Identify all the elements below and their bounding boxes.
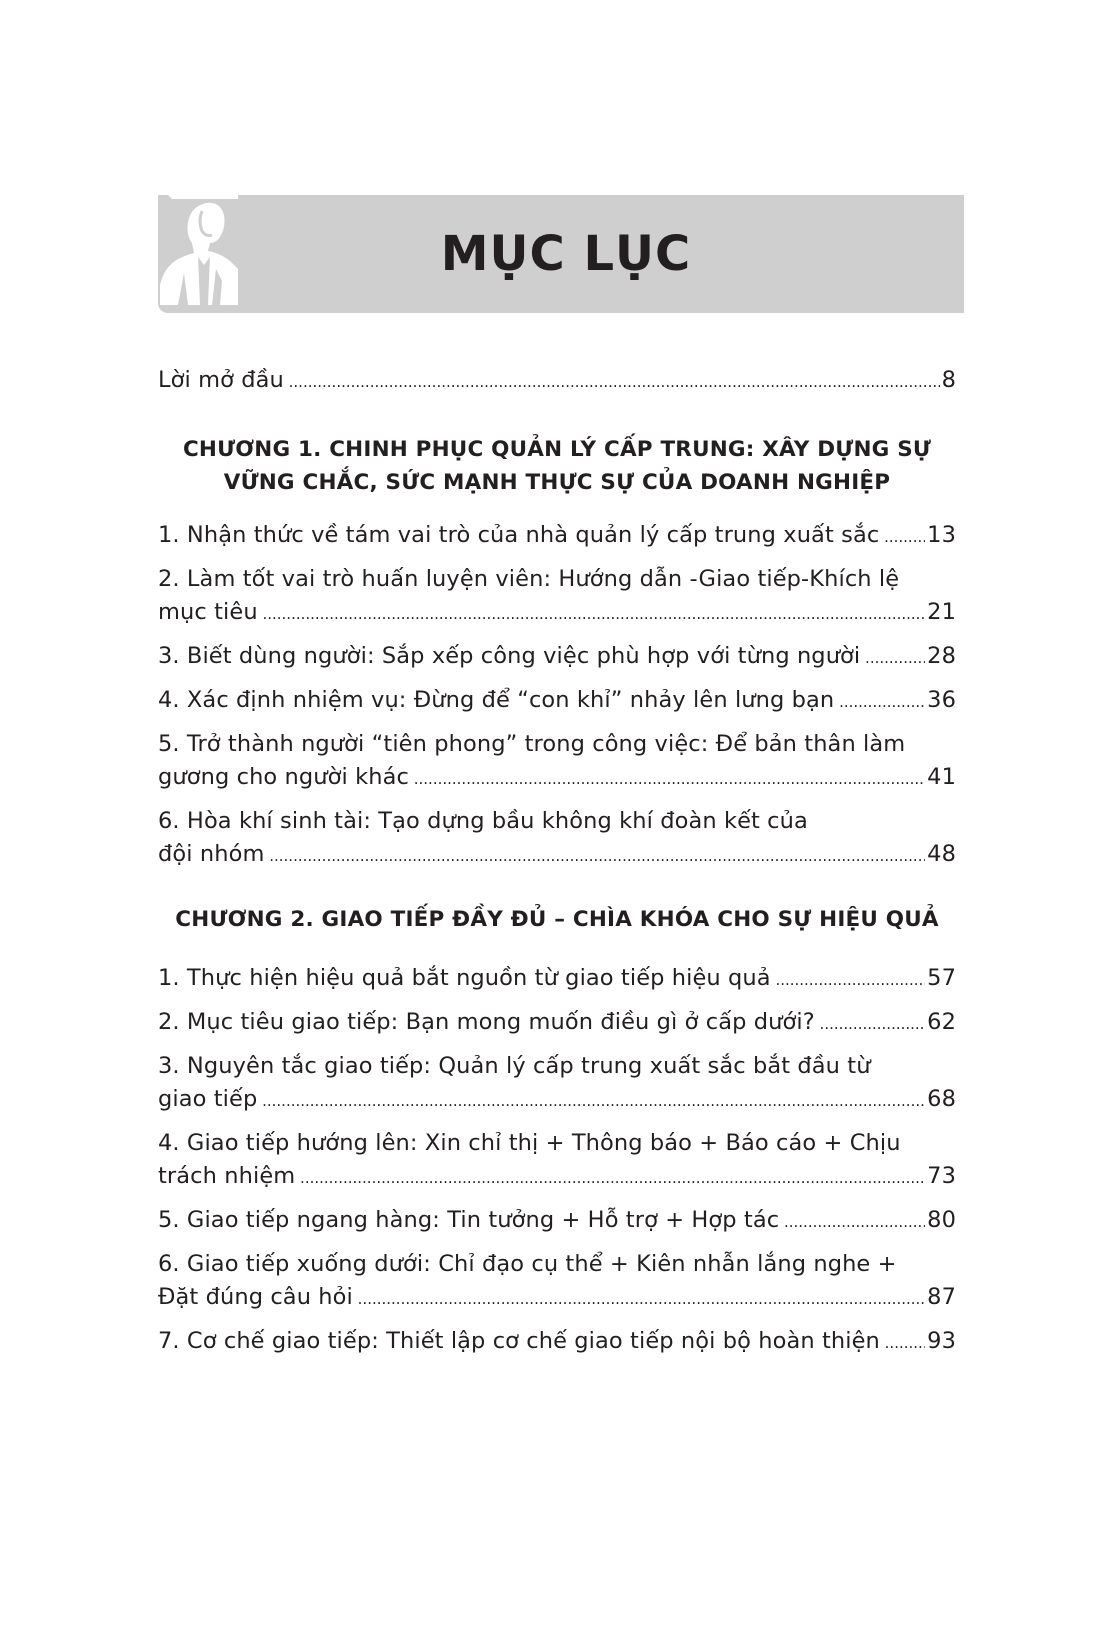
toc-entry-title-line-2: Đặt đúng câu hỏi (158, 1284, 353, 1310)
chapter-2-heading (158, 903, 956, 936)
toc-entry-page: 36 (927, 687, 956, 713)
toc-entry-title: 2. Mục tiêu giao tiếp: Bạn mong muốn điều gì ở cấp dưới? (158, 1009, 815, 1035)
toc-entry-title-line-1: 6. Giao tiếp xuống dưới: Chỉ đạo cụ thể + Kiên nhẫn lắng nghe + (158, 1251, 897, 1277)
toc-entry-ch1-5[interactable] (158, 728, 956, 796)
toc-entry-title-line-2: đội nhóm (158, 841, 265, 867)
toc-entry-page: 13 (927, 522, 956, 548)
toc-entry-ch1-2[interactable] (158, 563, 956, 631)
toc-entry-title-line-1: 6. Hòa khí sinh tài: Tạo dựng bầu không khí đoàn kết của (158, 808, 808, 834)
toc-entry-title-line-1: 2. Làm tốt vai trò huấn luyện viên: Hướng dẫn -Giao tiếp-Khích lệ (158, 566, 900, 592)
toc-entry-page: 62 (927, 1009, 956, 1035)
toc-entry-ch2-7[interactable] (158, 1325, 956, 1360)
toc-entry-ch2-2[interactable] (158, 1006, 956, 1041)
chapter-1-heading (158, 433, 956, 499)
toc-entry-ch2-6[interactable] (158, 1248, 956, 1316)
toc-entry-title-line-1: 5. Trở thành người “tiên phong” trong công việc: Để bản thân làm (158, 731, 906, 757)
toc-entry-ch2-3[interactable] (158, 1050, 956, 1118)
toc-entry-title-line-2: gương cho người khác (158, 764, 409, 790)
chapter-1-title-line-1: CHƯƠNG 1. CHINH PHỤC QUẢN LÝ CẤP TRUNG: XÂY DỰNG SỰ (182, 437, 932, 462)
toc-entry-ch2-5[interactable] (158, 1204, 956, 1239)
toc-entry-title: 7. Cơ chế giao tiếp: Thiết lập cơ chế giao tiếp nội bộ hoàn thiện (158, 1328, 880, 1354)
toc-entry-title-line-2: trách nhiệm (158, 1163, 296, 1189)
toc-entry-title-line-1: 3. Nguyên tắc giao tiếp: Quản lý cấp trung xuất sắc bắt đầu từ (158, 1053, 871, 1079)
toc-entry-title-line-1: 4. Giao tiếp hướng lên: Xin chỉ thị + Thông báo + Báo cáo + Chịu (158, 1130, 901, 1156)
toc-entry-page: 21 (927, 599, 956, 625)
toc-entry-ch1-3[interactable] (158, 640, 956, 675)
toc-entry-page: 8 (941, 367, 956, 393)
toc-entry-title: 1. Nhận thức về tám vai trò của nhà quản lý cấp trung xuất sắc (158, 522, 880, 548)
toc-entry-page: 57 (927, 965, 956, 991)
toc-entry-title: 4. Xác định nhiệm vụ: Đừng để “con khỉ” nhảy lên lưng bạn (158, 687, 835, 713)
toc-entry-page: 48 (927, 841, 956, 867)
page-title: MỤC LỤC (440, 226, 692, 282)
toc-entry-page: 41 (927, 764, 956, 790)
toc-entry-ch1-4[interactable] (158, 684, 956, 719)
toc-entry-title: 3. Biết dùng người: Sắp xếp công việc phù hợp với từng người (158, 643, 861, 669)
toc-entry-title: 1. Thực hiện hiệu quả bắt nguồn từ giao tiếp hiệu quả (158, 965, 771, 991)
toc-entry-page: 80 (927, 1207, 956, 1233)
toc-entry-title: 5. Giao tiếp ngang hàng: Tin tưởng + Hỗ trợ + Hợp tác (158, 1207, 780, 1233)
toc-entry-page: 68 (927, 1086, 956, 1112)
toc-entry-page: 28 (927, 643, 956, 669)
toc-entry-page: 87 (927, 1284, 956, 1310)
toc-entry-ch1-6[interactable] (158, 805, 956, 873)
chapter-1-title-line-2: VỮNG CHẮC, SỨC MẠNH THỰC SỰ CỦA DOANH NGHIỆP (223, 470, 891, 495)
toc-entry-ch2-1[interactable] (158, 962, 956, 997)
toc-entry-ch1-1[interactable] (158, 519, 956, 554)
chapter-2-title: CHƯƠNG 2. GIAO TIẾP ĐẦY ĐỦ – CHÌA KHÓA CHO SỰ HIỆU QUẢ (175, 907, 939, 932)
toc-entry-title-line-2: mục tiêu (158, 599, 258, 625)
toc-entry-page: 73 (927, 1163, 956, 1189)
toc-entry-title-line-2: giao tiếp (158, 1086, 258, 1112)
toc-entry-intro[interactable] (158, 364, 956, 399)
toc-entry-title: Lời mở đầu (158, 367, 284, 393)
toc-entry-page: 93 (927, 1328, 956, 1354)
toc-entry-ch2-4[interactable] (158, 1127, 956, 1195)
